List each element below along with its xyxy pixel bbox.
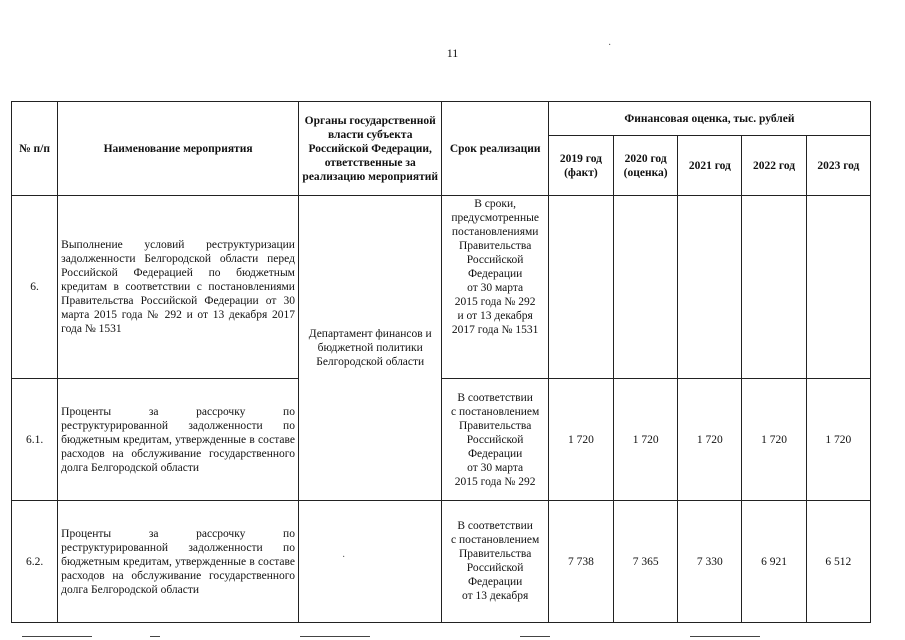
value-2020 (614, 196, 678, 379)
row-name: Проценты за рассрочку по реструктурированной задолженности по бюджетным кредитам, утвержденные в составе расходов на обслуживание государственного долга Белгородской области (58, 379, 299, 501)
header-name: Наименование мероприятия (58, 102, 299, 196)
term-line: Федерации (467, 448, 523, 460)
term-line: с постановлением (451, 534, 540, 546)
term-line: 2015 года № 292 (454, 476, 536, 488)
header-term: Срок реализации (442, 102, 548, 196)
value-2019: 7 738 (548, 501, 613, 623)
term-line: от 13 декабря (462, 590, 529, 602)
row-name: Проценты за рассрочку по реструктурированной задолженности по бюджетным кредитам, утвержденные в составе расходов на обслуживание государственного долга Белгородской области (58, 501, 299, 623)
value-2023 (806, 196, 870, 379)
term-line: В сроки, (474, 198, 517, 210)
table-row (12, 379, 871, 501)
value-2022: 6 921 (742, 501, 806, 623)
term-line: Правительства (458, 240, 532, 252)
row-term (442, 379, 548, 501)
responsible-org: Департамент финансов и бюджетной политики Белгородской области (298, 196, 441, 501)
value-2019: 1 720 (548, 379, 613, 501)
bottom-edge-mark (150, 636, 160, 637)
term-line: 2017 года № 1531 (451, 324, 539, 336)
scan-speck: · (608, 40, 612, 51)
value-2022 (742, 196, 806, 379)
header-year-2021: 2021 год (678, 136, 742, 196)
value-2021: 1 720 (678, 379, 742, 501)
value-2023: 6 512 (806, 501, 870, 623)
scan-speck: · (342, 552, 346, 563)
value-2021 (678, 196, 742, 379)
header-year-2020: 2020 год (оценка) (614, 136, 678, 196)
header-year-2022: 2022 год (742, 136, 806, 196)
header-num: № п/п (12, 102, 58, 196)
term-line: Российской (466, 254, 524, 266)
term-line: Российской (466, 562, 524, 574)
value-2021: 7 330 (678, 501, 742, 623)
row-num: 6.1. (12, 379, 58, 501)
responsible-org-empty (298, 501, 441, 623)
term-line: с постановлением (451, 406, 540, 418)
term-line: от 30 марта (467, 282, 524, 294)
value-2023: 1 720 (806, 379, 870, 501)
term-line: постановлениями (451, 226, 539, 238)
value-2020: 1 720 (614, 379, 678, 501)
term-line: Правительства (458, 548, 532, 560)
value-2020: 7 365 (614, 501, 678, 623)
bottom-edge-mark (520, 636, 550, 637)
term-line: Правительства (458, 420, 532, 432)
term-line: Российской (466, 434, 524, 446)
page-number: 11 (446, 46, 459, 60)
header-year-2023: 2023 год (806, 136, 870, 196)
term-line: В соответствии (457, 392, 533, 404)
table-row (12, 196, 871, 379)
row-name: Выполнение условий реструктуризации задолженности Белгородской области перед Российской Федерацией по бюджетным кредитам в соответствии с постановлениями Правительства Российской Федерации от 30 марта 2015 года № 292 и от 13 декабря 2017 года № 1531 (58, 196, 299, 379)
row-num: 6. (12, 196, 58, 379)
header-finance: Финансовая оценка, тыс. рублей (548, 102, 870, 136)
header-row-1 (12, 102, 871, 136)
term-line: Федерации (467, 576, 523, 588)
row-term (442, 501, 548, 623)
value-2022: 1 720 (742, 379, 806, 501)
measures-table (11, 101, 871, 623)
term-line: и от 13 декабря (457, 310, 533, 322)
term-line: 2015 года № 292 (454, 296, 536, 308)
term-line: от 30 марта (467, 462, 524, 474)
term-line: предусмотренные (451, 212, 539, 224)
bottom-edge-mark (22, 636, 92, 637)
row-term (442, 196, 548, 379)
term-line: Федерации (467, 268, 523, 280)
row-num: 6.2. (12, 501, 58, 623)
bottom-edge-mark (300, 636, 370, 637)
header-org: Органы государственной власти субъекта Российской Федерации, ответственные за реализацию мероприятий (298, 102, 441, 196)
term-line: В соответствии (457, 520, 533, 532)
bottom-edge-mark (690, 636, 760, 637)
value-2019 (548, 196, 613, 379)
table-row (12, 501, 871, 623)
header-year-2019: 2019 год (факт) (548, 136, 613, 196)
